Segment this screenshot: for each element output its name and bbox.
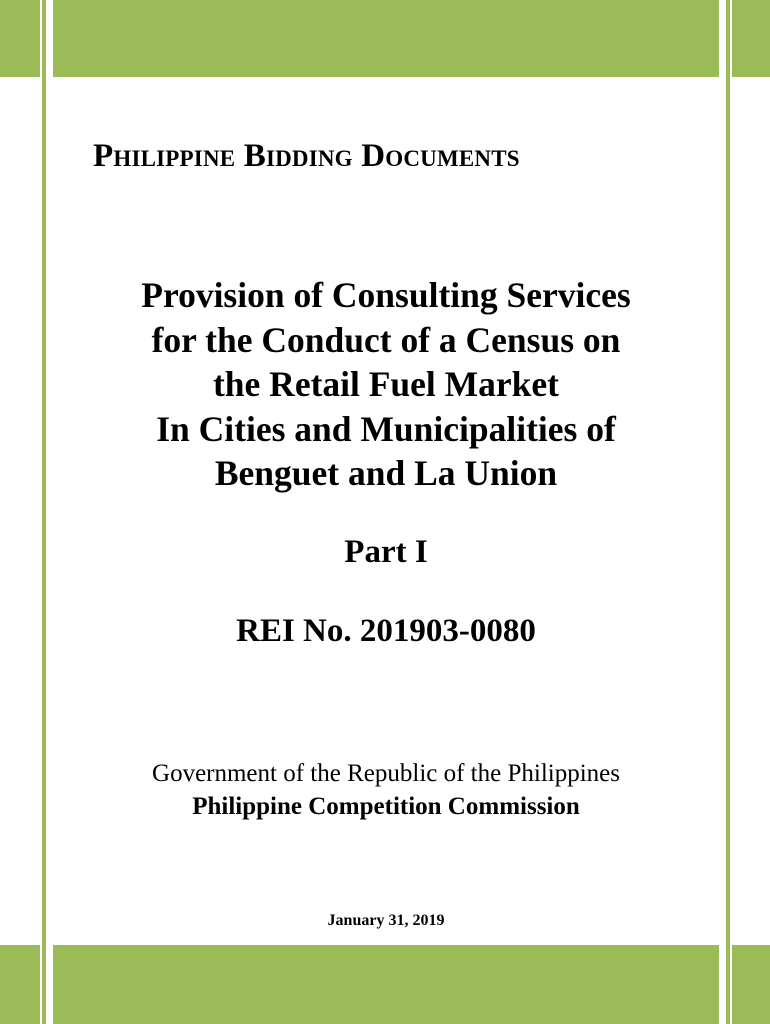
title-line: Benguet and La Union [214, 453, 558, 493]
series-title: Philippine Bidding Documents [93, 138, 520, 174]
document-title [53, 273, 719, 496]
title-line: Provision of Consulting Services [141, 275, 631, 315]
document-date: January 31, 2019 [327, 912, 445, 929]
bottom-green-band [0, 945, 770, 1024]
part-label: Part I [344, 534, 428, 570]
government-name: Government of the Republic of the Philippines [152, 760, 620, 787]
agency-name: Philippine Competition Commission [192, 793, 580, 820]
title-line: for the Conduct of a Census on [151, 319, 621, 360]
title-line: In Cities and Municipalities of [156, 408, 616, 449]
title-line: the Retail Fuel Market [212, 364, 560, 404]
reference-number: REI No. 201903-0080 [236, 613, 536, 649]
right-frame-gap [730, 0, 732, 1024]
right-frame-gap-inner [719, 0, 726, 1024]
left-frame-gap-inner [46, 0, 53, 1024]
top-green-band [0, 0, 770, 77]
